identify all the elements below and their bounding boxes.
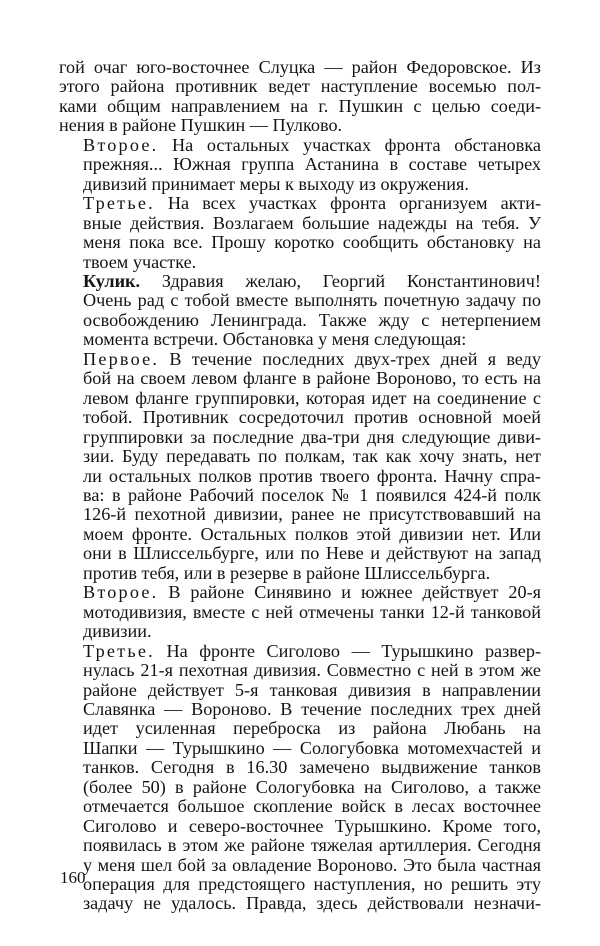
- text-line: момента встречи. Обстановка у меня следующая:: [83, 329, 467, 350]
- book-page-body: [59, 58, 541, 914]
- text-line: нения в районе Пушкин — Пулково.: [59, 115, 343, 136]
- text-line: [59, 136, 541, 155]
- text-line: против тебя, или в резерве в районе Шлиссельбурга.: [83, 562, 491, 583]
- page-number: 160: [60, 868, 86, 887]
- text-line: ва: в районе Рабочий поселок № 1 появился 424-й полк: [83, 484, 541, 505]
- paragraph-kulik-reply: [59, 272, 541, 350]
- text-line: районе действует 5-я танковая дивизия в направлении: [83, 679, 541, 700]
- text-line: появилась в этом же районе тяжелая артиллерия. Сегодня: [83, 835, 541, 856]
- text-line: бой на своем левом фланге в районе Вороново, то есть на: [83, 368, 541, 389]
- text-line: прежняя... Южная группа Астанина в составе четырех: [83, 154, 541, 175]
- text-line: зии. Буду передавать по полкам, так как хочу знать, нет: [83, 446, 541, 467]
- text-line: вные действия. Возлагаем большие надежды на тебя. У: [83, 212, 541, 233]
- text-line: Сиголово и северо-восточнее Турышкино. Кроме того,: [83, 815, 541, 836]
- text-line: отмечается большое скопление войск в лесах восточнее: [83, 796, 541, 817]
- section-lead-first: Первое.: [83, 348, 160, 369]
- text-run: В течение последних двух-трех дней я веду: [159, 348, 541, 369]
- paragraph-first: [59, 350, 541, 583]
- text-line: [59, 272, 541, 291]
- text-line: твоем участке.: [83, 251, 197, 272]
- text-line: этого района противник ведет наступление восемью пол-: [59, 76, 541, 97]
- text-line: Очень рад с тобой вместе выполнять почетную задачу по: [83, 290, 541, 311]
- text-run: Здравия желаю, Георгий Константинович!: [140, 270, 541, 291]
- text-line: мотодивизия, вместе с ней отмечены танки 12-й танковой: [83, 601, 541, 622]
- text-line: освобождению Ленинграда. Также жду с нетерпением: [83, 309, 541, 330]
- paragraph-third: [59, 194, 541, 272]
- text-line: группировки за последние два-три дня следующие диви-: [83, 426, 541, 447]
- text-line: гой очаг юго-восточнее Слуцка — район Федоровское. Из: [59, 57, 541, 77]
- text-line: Славянка — Вороново. В течение последних трех дней: [83, 698, 541, 719]
- text-line: дивизии.: [83, 621, 152, 642]
- text-line: [59, 350, 541, 369]
- text-line: левом фланге группировки, которая идет на соединение с: [83, 387, 541, 408]
- section-lead-second: Второе.: [83, 134, 159, 155]
- section-lead-third: Третье.: [83, 640, 155, 661]
- text-line: ками общим направлением на г. Пушкин с целью соеди-: [59, 95, 541, 116]
- text-line: [59, 583, 541, 602]
- section-lead-second: Второе.: [83, 582, 159, 603]
- text-line: моем фронте. Остальных полков этой дивизии нет. Или: [83, 523, 541, 544]
- paragraph-second-kulik: [59, 583, 541, 641]
- text-line: идет усиленная переброска из района Любань на: [83, 718, 541, 739]
- text-line: у меня шел бой за овладение Вороново. Это была частная: [83, 854, 541, 875]
- text-line: меня пока все. Прошу коротко сообщить обстановку на: [83, 232, 541, 253]
- text-run: На остальных участках фронта обстановка: [158, 134, 541, 155]
- text-line: [59, 642, 541, 661]
- section-lead-third: Третье.: [83, 193, 155, 214]
- text-line: операция для предстоящего наступления, но решить эту: [83, 874, 541, 895]
- paragraph-third-kulik: [59, 642, 541, 914]
- text-line: они в Шлиссельбурге, или по Неве и действуют на запад: [83, 543, 541, 564]
- text-run: На всех участках фронта организуем акти-: [154, 193, 541, 214]
- text-run: На фронте Сиголово — Турышкино развер-: [154, 640, 541, 661]
- text-line: [59, 194, 541, 213]
- paragraph-second: [59, 136, 541, 194]
- text-line: 126-й пехотной дивизии, ранее не присутствовавший на: [83, 504, 541, 525]
- text-line: тобой. Противник сосредоточил против основной моей: [83, 407, 541, 428]
- text-line: ли остальных полков против твоего фронта. Начну спра-: [83, 465, 541, 486]
- text-run: В районе Синявино и южнее действует 20-я: [158, 582, 541, 603]
- text-line: (более 50) в районе Сологубовка на Сиголово, а также: [83, 776, 541, 797]
- text-line: нулась 21-я пехотная дивизия. Совместно с ней в этом же: [83, 660, 541, 681]
- text-line: задачу не удалось. Правда, здесь действовали незначи-: [83, 893, 541, 914]
- text-line: дивизий принимает меры к выходу из окружения.: [83, 173, 469, 194]
- text-line: Шапки — Турышкино — Сологубовка мотомехчастей и: [83, 737, 541, 758]
- speaker-name: Кулик.: [83, 270, 141, 291]
- paragraph-continuation: [59, 58, 541, 136]
- text-line: танков. Сегодня в 16.30 замечено выдвижение танков: [83, 757, 541, 778]
